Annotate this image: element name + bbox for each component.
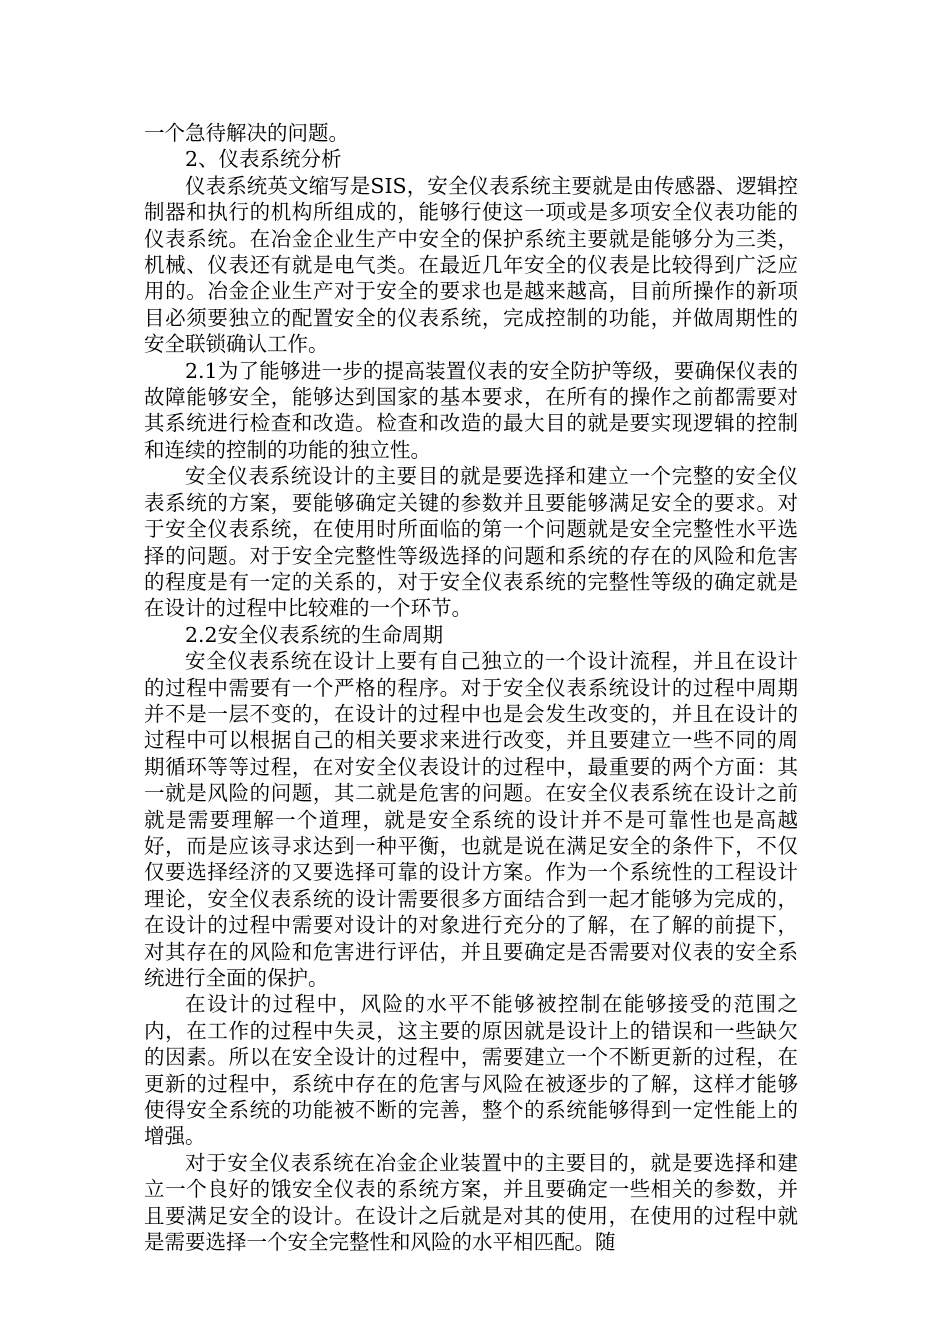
paragraph-design-purpose: 安全仪表系统设计的主要目的就是要选择和建立一个完整的安全仪表系统的方案，要能够确定关键的参数并且要能够满足安全的要求。对于安全仪表系统，在使用时所面临的第一个问题就是安全完整性水平选择的问题。对于安全完整性等级选择的问题和系统的存在的风险和危害的程度是有一定的关系的，对于安全仪表系统的完整性等级的确定就是在设计的过程中比较难的一个环节。 bbox=[144, 464, 798, 621]
paragraph-continuation: 一个急待解决的问题。 bbox=[144, 121, 349, 145]
paragraph-main-purpose: 对于安全仪表系统在冶金企业装置中的主要目的，就是要选择和建立一个良好的饿安全仪表的系统方案，并且要确定一些相关的参数，并且要满足安全的设计。在设计之后就是对其的使用，在使用的过程中就是需要选择一个安全完整性和风险的水平相匹配。随 bbox=[144, 1150, 798, 1255]
paragraph-risk-level: 在设计的过程中，风险的水平不能够被控制在能够接受的范围之内，在工作的过程中失灵，这主要的原因就是设计上的错误和一些缺欠的因素。所以在安全设计的过程中，需要建立一个不断更新的过程，在更新的过程中，系统中存在的危害与风险在被逐步的了解，这样才能够使得安全系统的功能被不断的完善，整个的系统能够得到一定性能上的增强。 bbox=[144, 992, 798, 1149]
paragraph-sis-definition: 仪表系统英文缩写是SIS，安全仪表系统主要就是由传感器、逻辑控制器和执行的机构所组成的，能够行使这一项或是多项安全仪表功能的仪表系统。在冶金企业生产中安全的保护系统主要就是能够分为三类，机械、仪表还有就是电气类。在最近几年安全的仪表是比较得到广泛应用的。冶金企业生产对于安全的要求也是越来越高，目前所操作的新项目必须要独立的配置安全的仪表系统，完成控制的功能，并做周期性的安全联锁确认工作。 bbox=[144, 173, 798, 357]
section-heading-2: 2、仪表系统分析 bbox=[185, 147, 342, 172]
document-body bbox=[144, 120, 798, 1255]
section-heading-2-2: 2.2安全仪表系统的生命周期 bbox=[185, 622, 444, 647]
paragraph-2-1: 2.1为了能够进一步的提高装置仪表的安全防护等级，要确保仪表的故障能够安全，能够达到国家的基本要求，在所有的操作之前都需要对其系统进行检查和改造。检查和改造的最大目的就是要实现逻辑的控制和连续的控制的功能的独立性。 bbox=[144, 358, 798, 462]
paragraph-lifecycle: 安全仪表系统在设计上要有自己独立的一个设计流程，并且在设计的过程中需要有一个严格的程序。对于安全仪表系统设计的过程中周期并不是一层不变的，在设计的过程中也是会发生改变的，并且在设计的过程中可以根据自己的相关要求来进行改变，并且要建立一些不同的周期循环等等过程，在对安全仪表设计的过程中，最重要的两个方面：其一就是风险的问题，其二就是危害的问题。在安全仪表系统在设计之前就是需要理解一个道理，就是安全系统的设计并不是可靠性也是高越好，而是应该寻求达到一种平衡，也就是说在满足安全的条件下，不仅仅要选择经济的又要选择可靠的设计方案。作为一个系统性的工程设计理论，安全仪表系统的设计需要很多方面结合到一起才能够为完成的，在设计的过程中需要对设计的对象进行充分的了解，在了解的前提下，对其存在的风险和危害进行评估，并且要确定是否需要对仪表的安全系统进行全面的保护。 bbox=[144, 649, 798, 990]
